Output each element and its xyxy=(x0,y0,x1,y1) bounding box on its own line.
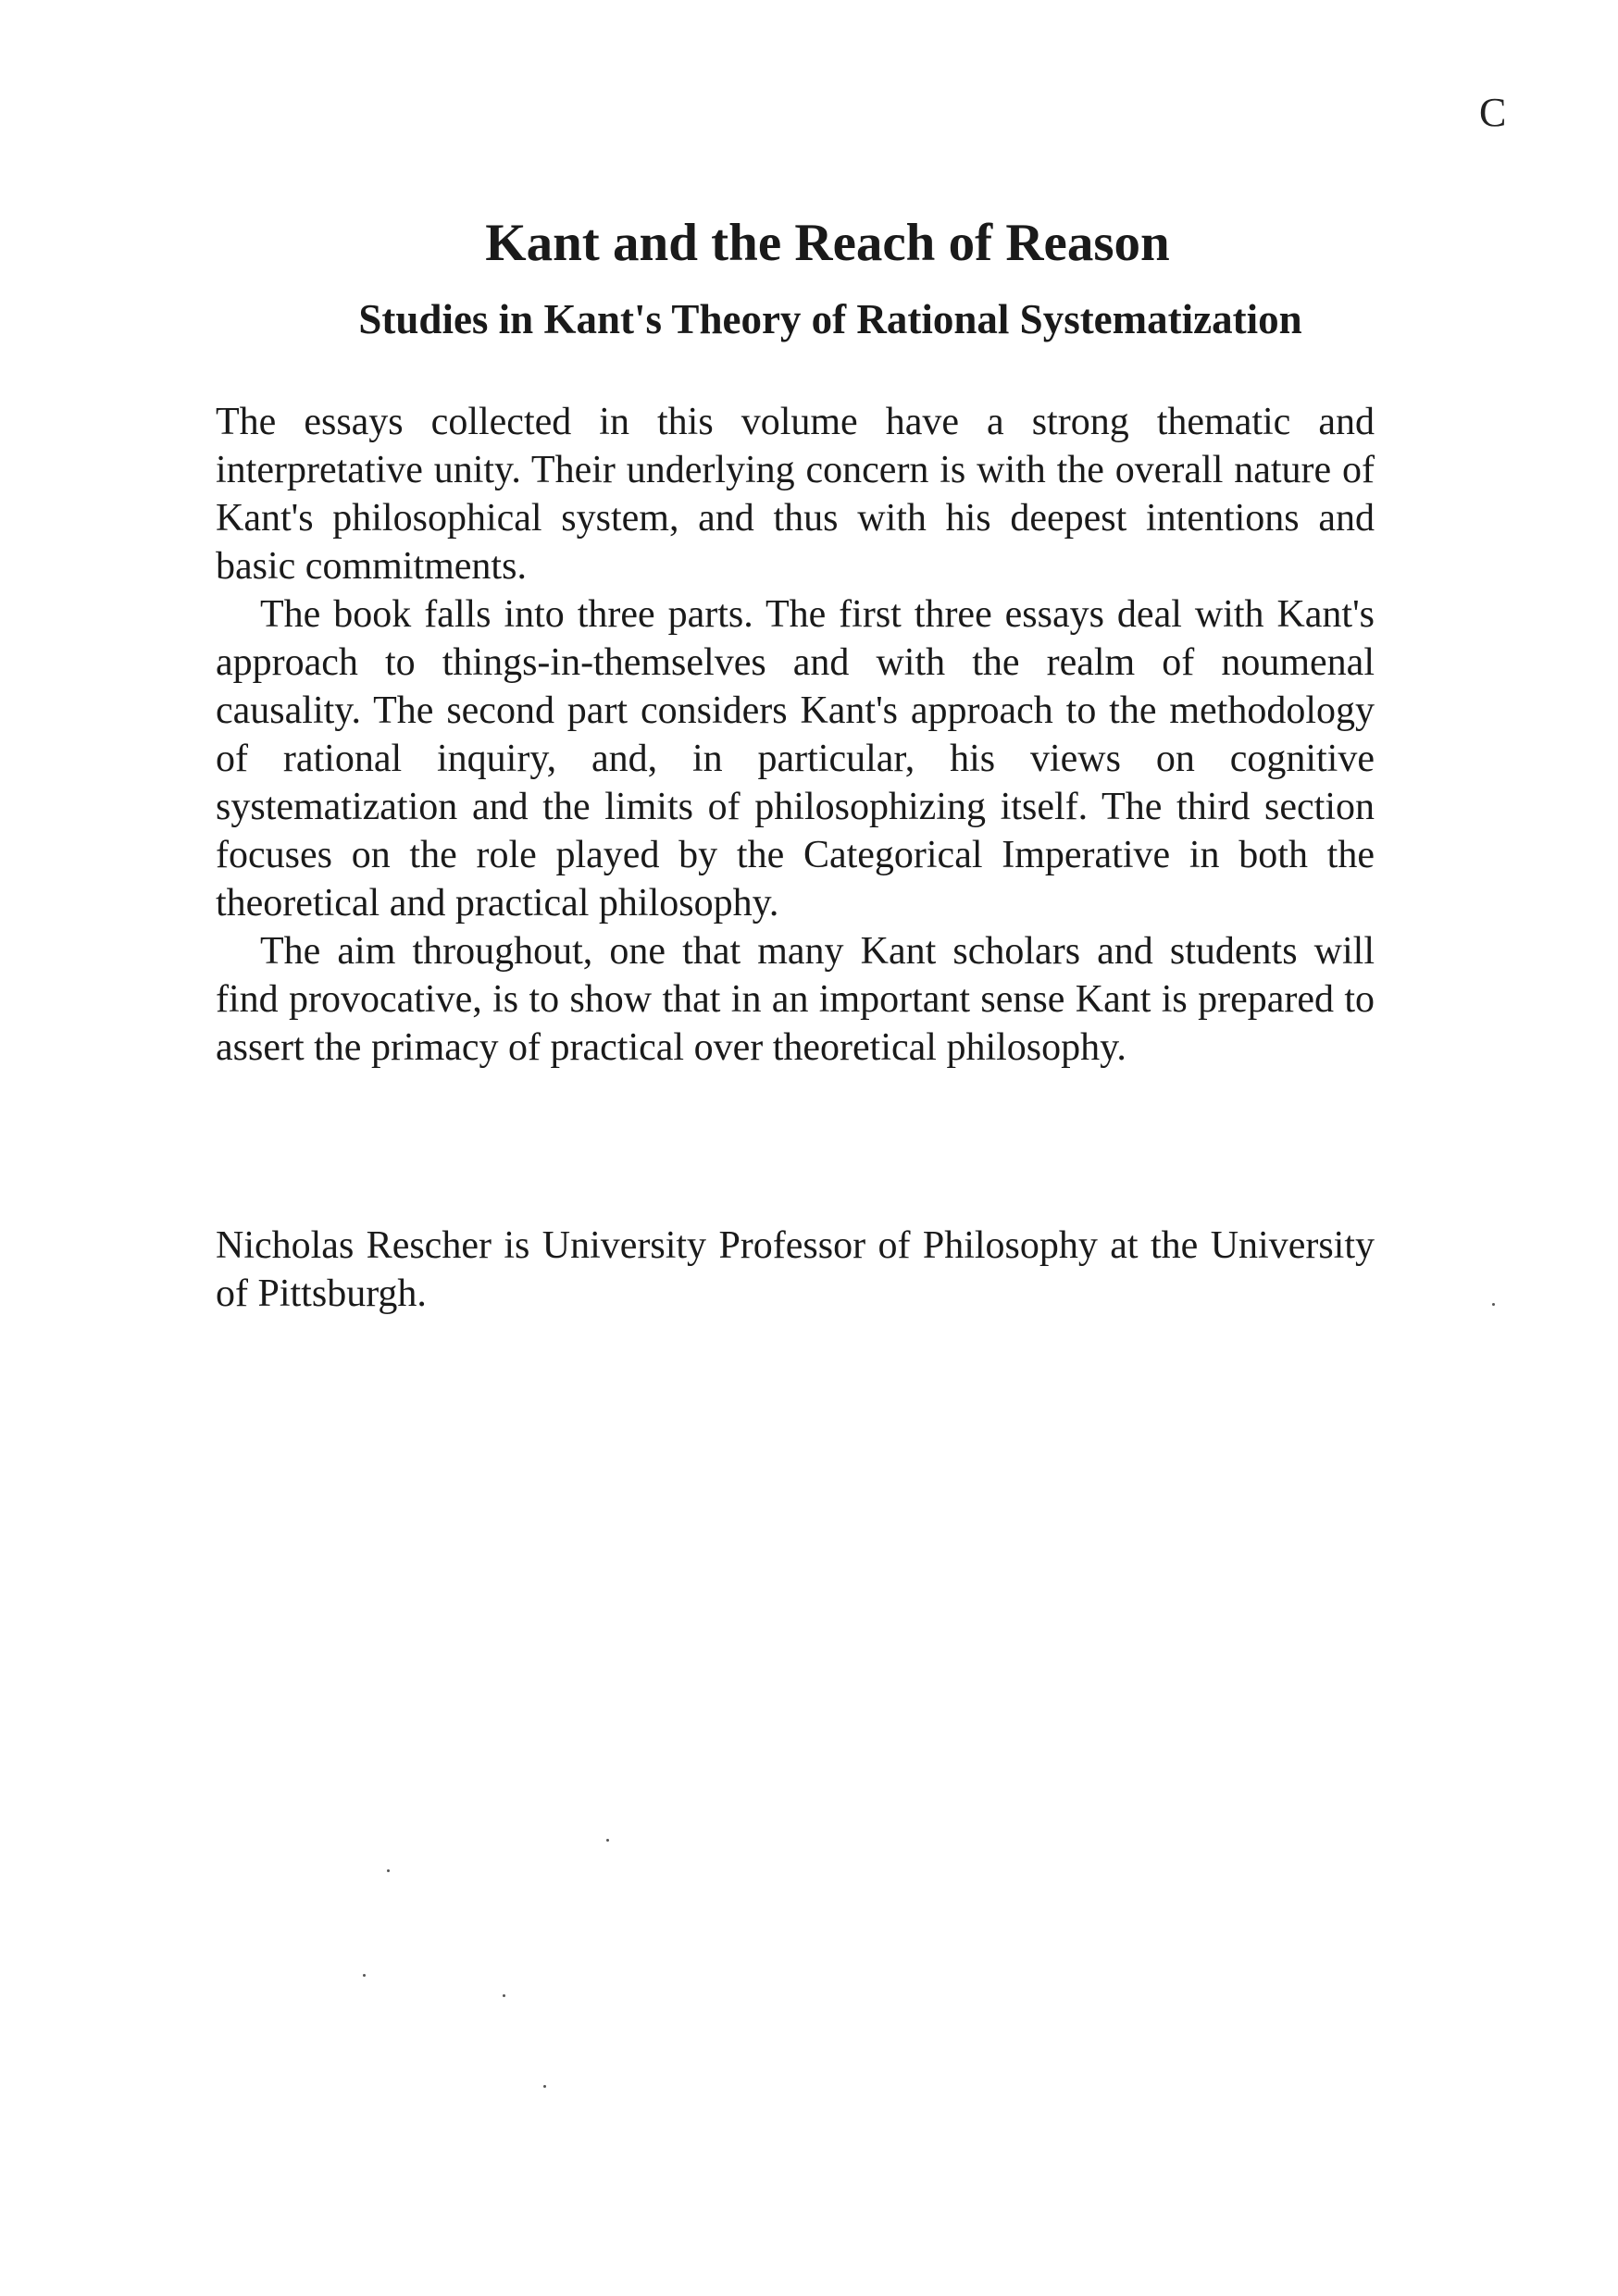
scan-speck xyxy=(543,2085,546,2088)
scan-speck xyxy=(606,1839,609,1842)
scan-speck xyxy=(363,1974,366,1977)
description-paragraph-3: The aim throughout, one that many Kant scholars and students will find provocative, is to show that in an important sense Kant is prepared to assert the primacy of practical over theoretical philosophy. xyxy=(216,930,1375,1069)
description-block xyxy=(216,398,1375,1072)
description-paragraph-1: The essays collected in this volume have a strong thematic and interpretative unity. Their underlying concern is with the overall nature of Kant's philosophical system, and thus with his deepest intentions and basic commitments. xyxy=(216,401,1375,588)
description-paragraph-2: The book falls into three parts. The first three essays deal with Kant's approach to things-in-themselves and with the realm of noumenal causality. The second part considers Kant's approach to the methodology of rational inquiry, and, in particular, his views on cognitive systematization and the limits of philosophizing itself. The third section focuses on the role played by the Categorical Imperative in both the theoretical and practical philosophy. xyxy=(216,593,1375,925)
author-note: Nicholas Rescher is University Professor of Philosophy at the University of Pittsburgh. xyxy=(216,1224,1375,1315)
book-title: Kant and the Reach of Reason xyxy=(485,214,1170,272)
scan-speck xyxy=(387,1869,390,1872)
book-subtitle: Studies in Kant's Theory of Rational Systematization xyxy=(358,296,1302,342)
scan-speck xyxy=(503,1994,505,1997)
scan-speck xyxy=(1492,1303,1495,1306)
corner-mark: C xyxy=(1479,90,1507,135)
